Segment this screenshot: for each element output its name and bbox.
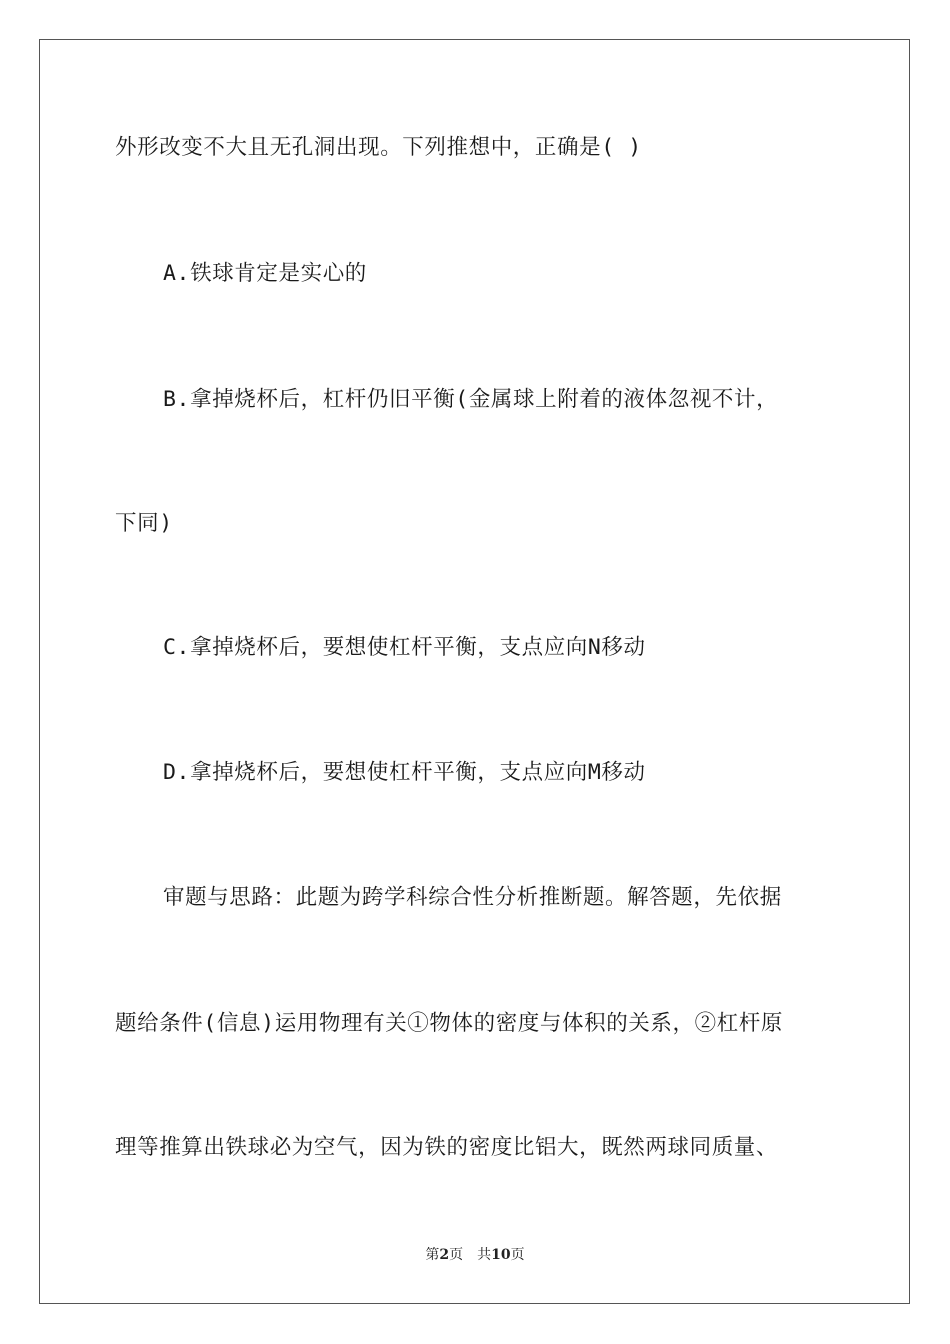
text-line-1: 外形改变不大且无孔洞出现。下列推想中，正确是( ) xyxy=(115,135,642,160)
option-b: B.拿掉烧杯后，杠杆仍旧平衡(金属球上附着的液体忽视不计， xyxy=(163,387,779,412)
analysis-line-1: 审题与思路：此题为跨学科综合性分析推断题。解答题，先依据 xyxy=(163,885,782,910)
option-b-continuation: 下同) xyxy=(115,511,173,536)
page-border xyxy=(39,39,910,1304)
page-suffix: 页 xyxy=(449,1247,464,1263)
total-pages: 10 xyxy=(491,1247,511,1263)
option-a: A.铁球肯定是实心的 xyxy=(163,261,367,286)
total-suffix: 页 xyxy=(510,1247,525,1263)
total-prefix: 共 xyxy=(477,1247,492,1263)
page-prefix: 第 xyxy=(425,1247,440,1263)
page-number: 2 xyxy=(439,1247,450,1263)
option-d: D.拿掉烧杯后，要想使杠杆平衡，支点应向M移动 xyxy=(163,760,646,785)
page-footer xyxy=(0,1246,950,1264)
analysis-line-2: 题给条件(信息)运用物理有关①物体的密度与体积的关系，②杠杆原 xyxy=(115,1011,783,1036)
analysis-line-3: 理等推算出铁球必为空气，因为铁的密度比铝大，既然两球同质量、 xyxy=(115,1135,779,1160)
option-c: C.拿掉烧杯后，要想使杠杆平衡，支点应向N移动 xyxy=(163,635,646,660)
